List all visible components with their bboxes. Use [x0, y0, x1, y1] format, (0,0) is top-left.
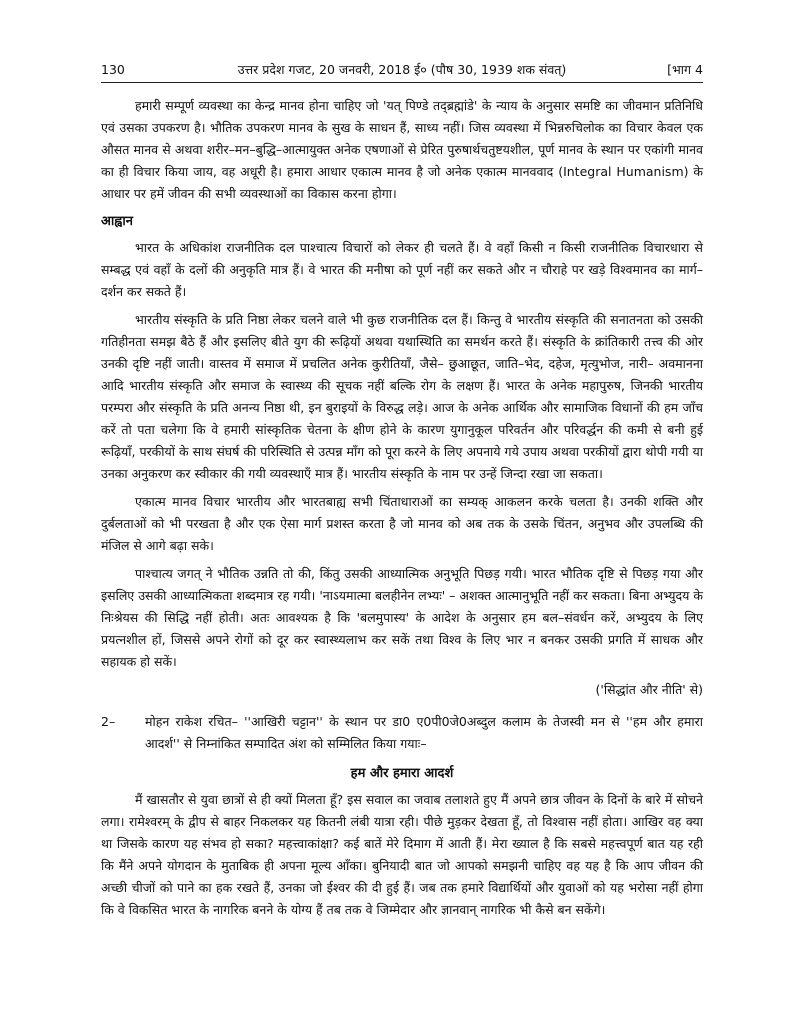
gazette-title: उत्तर प्रदेश गजट, 20 जनवरी, 2018 ई० (पौष 30, 1939 शक संवत्) — [237, 62, 567, 77]
item-text: मोहन राकेश रचित– ''आखिरी चट्टान'' के स्थान पर डा0 ए0पी0जे0अब्दुल कलाम के तेजस्वी मन से ''हम और हमारा आदर्श'' से निम्नांकित सम्पादित अंश को सम्मिलित किया गयाः– — [145, 714, 703, 751]
paragraph: मैं खासतौर से युवा छात्रों से ही क्यों मिलता हूँ? इस सवाल का जवाब तलाशते हुए मैं अपने छात्र जीवन के दिनों के बारे में सोचने लगा। रामेश्वरम् के द्वीप से बाहर निकलकर यह कितनी लंबी यात्रा रही। पीछे मुड़कर देखता हूँ, तो विश्वास नहीं होता। आखिर वह क्या था जिसके कारण यह संभव हो सका? महत्त्वाकांक्षा? कई बातें मेरे दिमाग में आती हैं। मेरा ख्याल है कि सबसे महत्त्वपूर्ण बात यह रही कि मैंने अपने योगदान के मुताबिक ही अपना मूल्य आँका। बुनियादी बात जो आपको समझनी चाहिए वह यह है कि आप जीवन की अच्छी चीजों को पाने का हक रखते हैं, उनका जो ईश्वर की दी हुई हैं। जब तक हमारे विद्यार्थियों और युवाओं को यह भरोसा नहीं होगा कि वे विकसित भारत के नागरिक बनने के योग्य हैं तब तक वे जिम्मेदार और ज्ञानवान् नागरिक भी कैसे बन सकेंगे। — [101, 792, 703, 917]
header-divider — [101, 82, 703, 83]
paragraph: भारतीय संस्कृति के प्रति निष्ठा लेकर चलने वाले भी कुछ राजनीतिक दल हैं। किन्तु वे भारतीय संस्कृति की सनातनता को उसकी गतिहीनता समझ बैठे हैं और इसलिए बीते युग की रूढ़ियों अथवा यथास्थिति का समर्थन करते हैं। संस्कृति के क्रांतिकारी तत्त्व की ओर उनकी दृष्टि नहीं जाती। वास्तव में समाज में प्रचलित अनेक कुरीतियाँ, जैसे– छुआछूत, जाति–भेद, दहेज, मृत्युभोज, नारी– अवमानना आदि भारतीय संस्कृति और समाज के स्वास्थ्य की सूचक नहीं बल्कि रोग के लक्षण हैं। भारत के अनेक महापुरुष, जिनकी भारतीय परम्परा और संस्कृति के प्रति अनन्य निष्ठा थी, इन बुराइयों के विरुद्ध लड़े। आज के अनेक आर्थिक और सामाजिक विधानों की हम जाँच करें तो पता चलेगा कि वे हमारी सांस्कृतिक चेतना के क्षीण होने के कारण युगानुकूल परिवर्तन और परिवर्द्धन की कमी से बनी हुई रूढ़ियाँ, परकीयों के साथ संघर्ष की परिस्थिति से उत्पन्न माँग को पूरा करने के लिए अपनाये गये उपाय अथवा परकीयों द्वारा थोपी गयी या उनका अनुकरण कर स्वीकार की गयी व्यवस्थाएँ मात्र हैं। भारतीय संस्कृति के नाम पर उन्हें जिन्दा रखा जा सकता। — [101, 312, 703, 481]
item-number: 2– — [101, 714, 116, 729]
page-content — [101, 95, 703, 927]
numbered-item — [101, 711, 703, 755]
page-number: 130 — [101, 62, 125, 77]
paragraph: पाश्चात्य जगत् ने भौतिक उन्नति तो की, किंतु उसकी आध्यात्मिक अनुभूति पिछड़ गयी। भारत भौतिक दृष्टि से पिछड़ गया और इसलिए उसकी आध्यात्मिकता शब्दमात्र रह गयी। 'नाऽयमात्मा बलहीनेन लभ्यः' – अशक्त आत्मानुभूति नहीं कर सकता। बिना अभ्युदय के निःश्रेयस की सिद्धि नहीं होती। अतः आवश्यक है कि 'बलमुपास्य' के आदेश के अनुसार हम बल–संवर्धन करें, अभ्युदय के लिए प्रयत्नशील हों, जिससे अपने रोगों को दूर कर स्वास्थ्यलाभ कर सकें तथा विश्व के लिए भार न बनकर उसकी प्रगति में साधक और सहायक हो सकें। — [101, 566, 703, 669]
section-heading-hum-aur-hamara-aadarsh: हम और हमारा आदर्श — [350, 766, 454, 781]
section-heading-aahvaan: आह्वान — [101, 214, 133, 229]
paragraph: एकात्म मानव विचार भारतीय और भारतबाह्य सभी चिंताधाराओं का सम्यक् आकलन करके चलता है। उनकी शक्ति और दुर्बलताओं को भी परखता है और एक ऐसा मार्ग प्रशस्त करता है जो मानव को अब तक के उसके चिंतन, अनुभव और उपलब्धि की मंजिल से आगे बढ़ा सके। — [101, 494, 703, 553]
page-header — [101, 60, 703, 80]
part-label: [भाग 4 — [667, 62, 703, 77]
intro-paragraph: हमारी सम्पूर्ण व्यवस्था का केन्द्र मानव होना चाहिए जो 'यत् पिण्डे तद्ब्रह्मांडे' के न्याय के अनुसार समष्टि का जीवमान प्रतिनिधि एवं उसका उपकरण है। भौतिक उपकरण मानव के सुख के साधन हैं, साध्य नहीं। जिस व्यवस्था में भिन्नरुचिलोक का विचार केवल एक औसत मानव से अथवा शरीर–मन–बुद्धि–आत्मायुक्त अनेक एषणाओं से प्रेरित पुरुषार्थचतुष्टयशील, पूर्ण मानव के स्थान पर एकांगी मानव का ही विचार किया जाय, वह अधूरी है। हमारा आधार एकात्म मानव है जो अनेक एकात्म मानववाद (Integral Humanism) के आधार पर हमें जीवन की सभी व्यवस्थाओं का विकास करना होगा। — [101, 98, 703, 201]
source-citation: ('सिद्धांत और नीति' से) — [595, 682, 703, 697]
paragraph: भारत के अधिकांश राजनीतिक दल पाश्चात्य विचारों को लेकर ही चलते हैं। वे वहाँ किसी न किसी राजनीतिक विचारधारा से सम्बद्ध एवं वहाँ के दलों की अनुकृति मात्र हैं। वे भारत की मनीषा को पूर्ण नहीं कर सकते और न चौराहे पर खड़े विश्वमानव का मार्ग– दर्शन कर सकते हैं। — [101, 240, 703, 299]
